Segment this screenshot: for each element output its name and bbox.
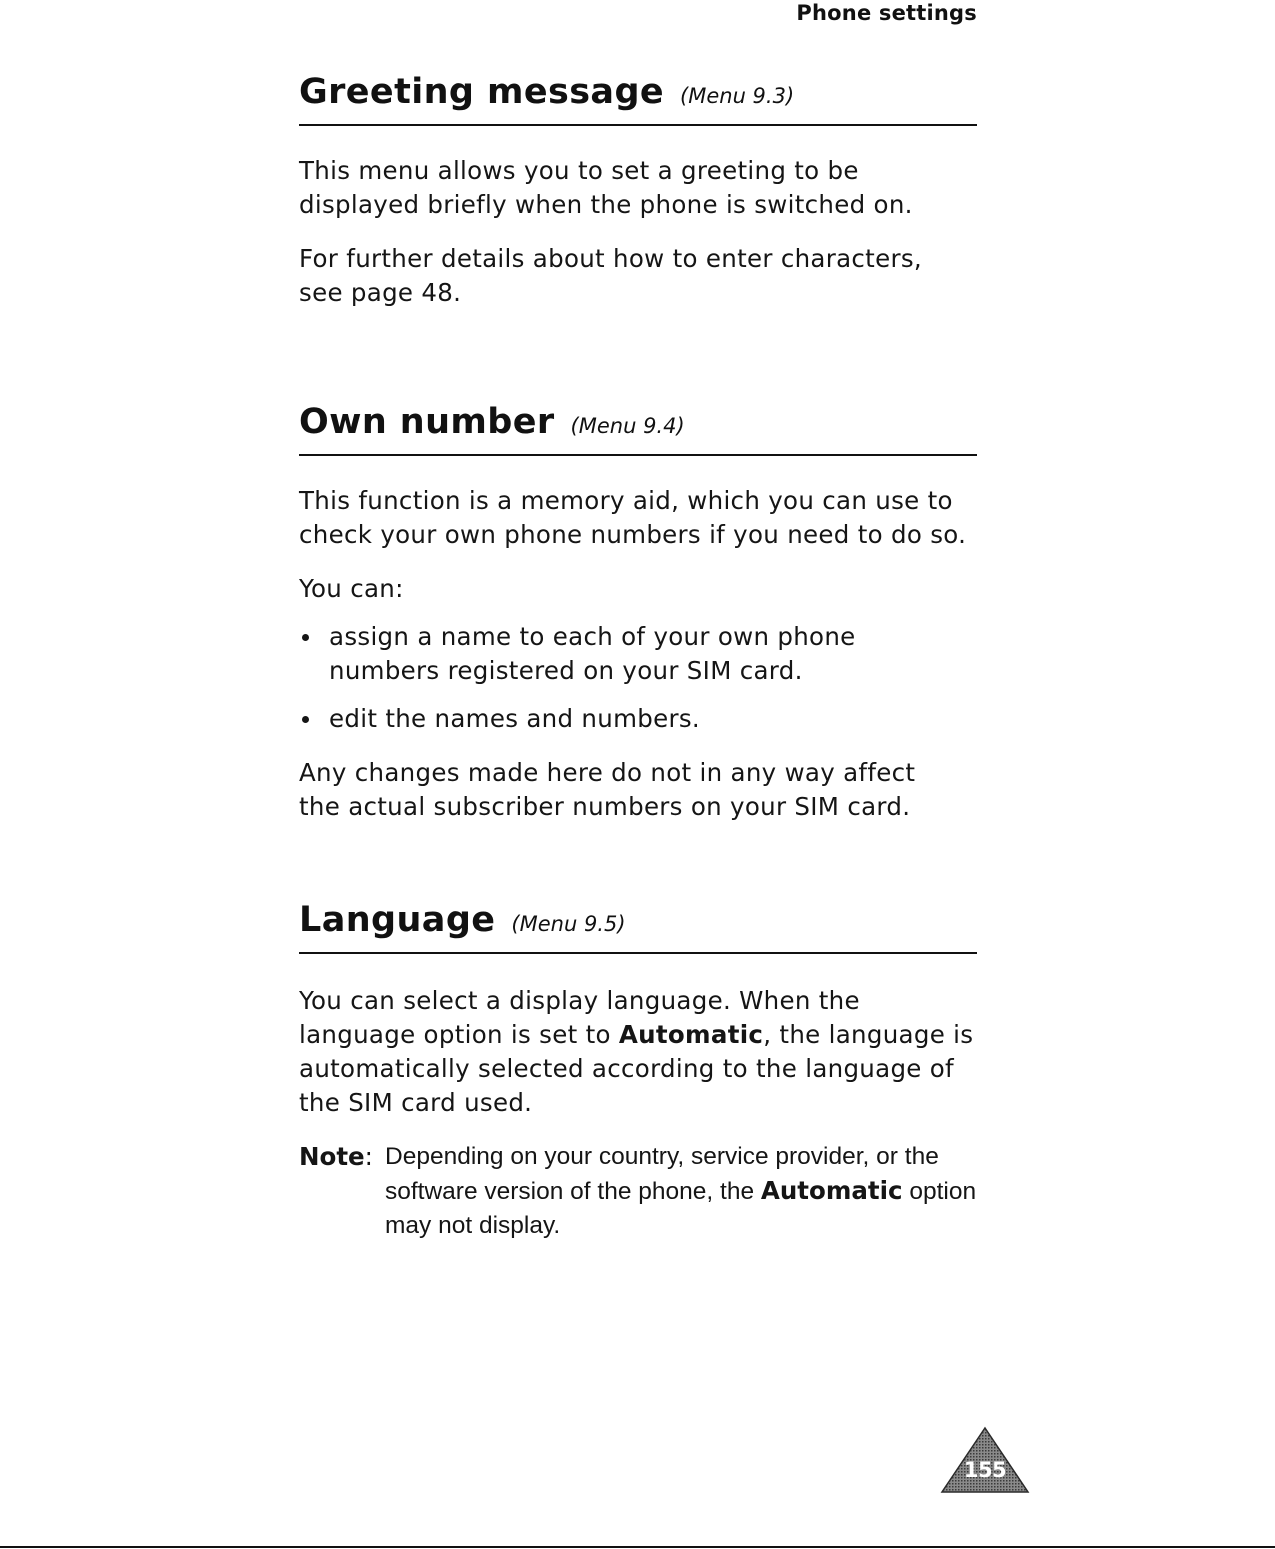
bullet-icon — [302, 716, 309, 723]
paragraph: This menu allows you to set a greeting to be displayed briefly when the phone is switched on. — [299, 156, 913, 219]
section-own-number — [299, 402, 977, 824]
section-language — [299, 900, 977, 1243]
note-text: Depending on your country, service provider, or the software version of the phone, the — [385, 1143, 939, 1205]
section-title: Greeting message — [299, 72, 665, 112]
section-heading — [299, 900, 977, 954]
note-label-text: Note — [299, 1142, 365, 1171]
bottom-rule — [0, 1546, 1275, 1548]
emphasis-automatic: Automatic — [760, 1176, 903, 1205]
emphasis-automatic: Automatic — [618, 1020, 764, 1049]
heading-title-row — [299, 900, 626, 944]
page-number-badge — [940, 1426, 1030, 1496]
menu-reference: (Menu 9.5) — [511, 912, 626, 936]
note — [299, 1140, 977, 1243]
heading-title-row — [299, 402, 685, 446]
note-text: option may not display. — [385, 1178, 977, 1239]
section-greeting-message — [299, 72, 977, 310]
list-item — [299, 620, 889, 688]
paragraph: For further details about how to enter characters, see page 48. — [299, 244, 922, 307]
list-item-text: edit the names and numbers. — [329, 704, 701, 733]
heading-title-row — [299, 72, 794, 116]
paragraph: You can: — [299, 574, 404, 603]
section-title: Language — [299, 900, 496, 940]
paragraph-text: , the language is automatically selected according to the language of the SIM card used. — [299, 1020, 974, 1117]
bullet-list — [299, 620, 977, 736]
paragraph: This function is a memory aid, which you can use to check your own phone numbers if you need to do so. — [299, 486, 967, 549]
bullet-icon — [302, 634, 309, 641]
section-title: Own number — [299, 402, 555, 442]
note-label: Note: — [299, 1142, 373, 1171]
paragraph-text: You can select a display language. When the language option is set to — [299, 986, 860, 1049]
paragraph: Any changes made here do not in any way affect the actual subscriber numbers on your SIM card. — [299, 758, 916, 821]
page-number: 155 — [963, 1458, 1007, 1482]
paragraph — [299, 984, 974, 1120]
menu-reference: (Menu 9.3) — [680, 84, 795, 108]
list-item — [299, 702, 977, 736]
section-heading — [299, 402, 977, 456]
section-heading — [299, 72, 977, 126]
list-item-text: assign a name to each of your own phone numbers registered on your SIM card. — [329, 622, 856, 685]
menu-reference: (Menu 9.4) — [570, 414, 685, 438]
running-header: Phone settings — [796, 1, 977, 25]
